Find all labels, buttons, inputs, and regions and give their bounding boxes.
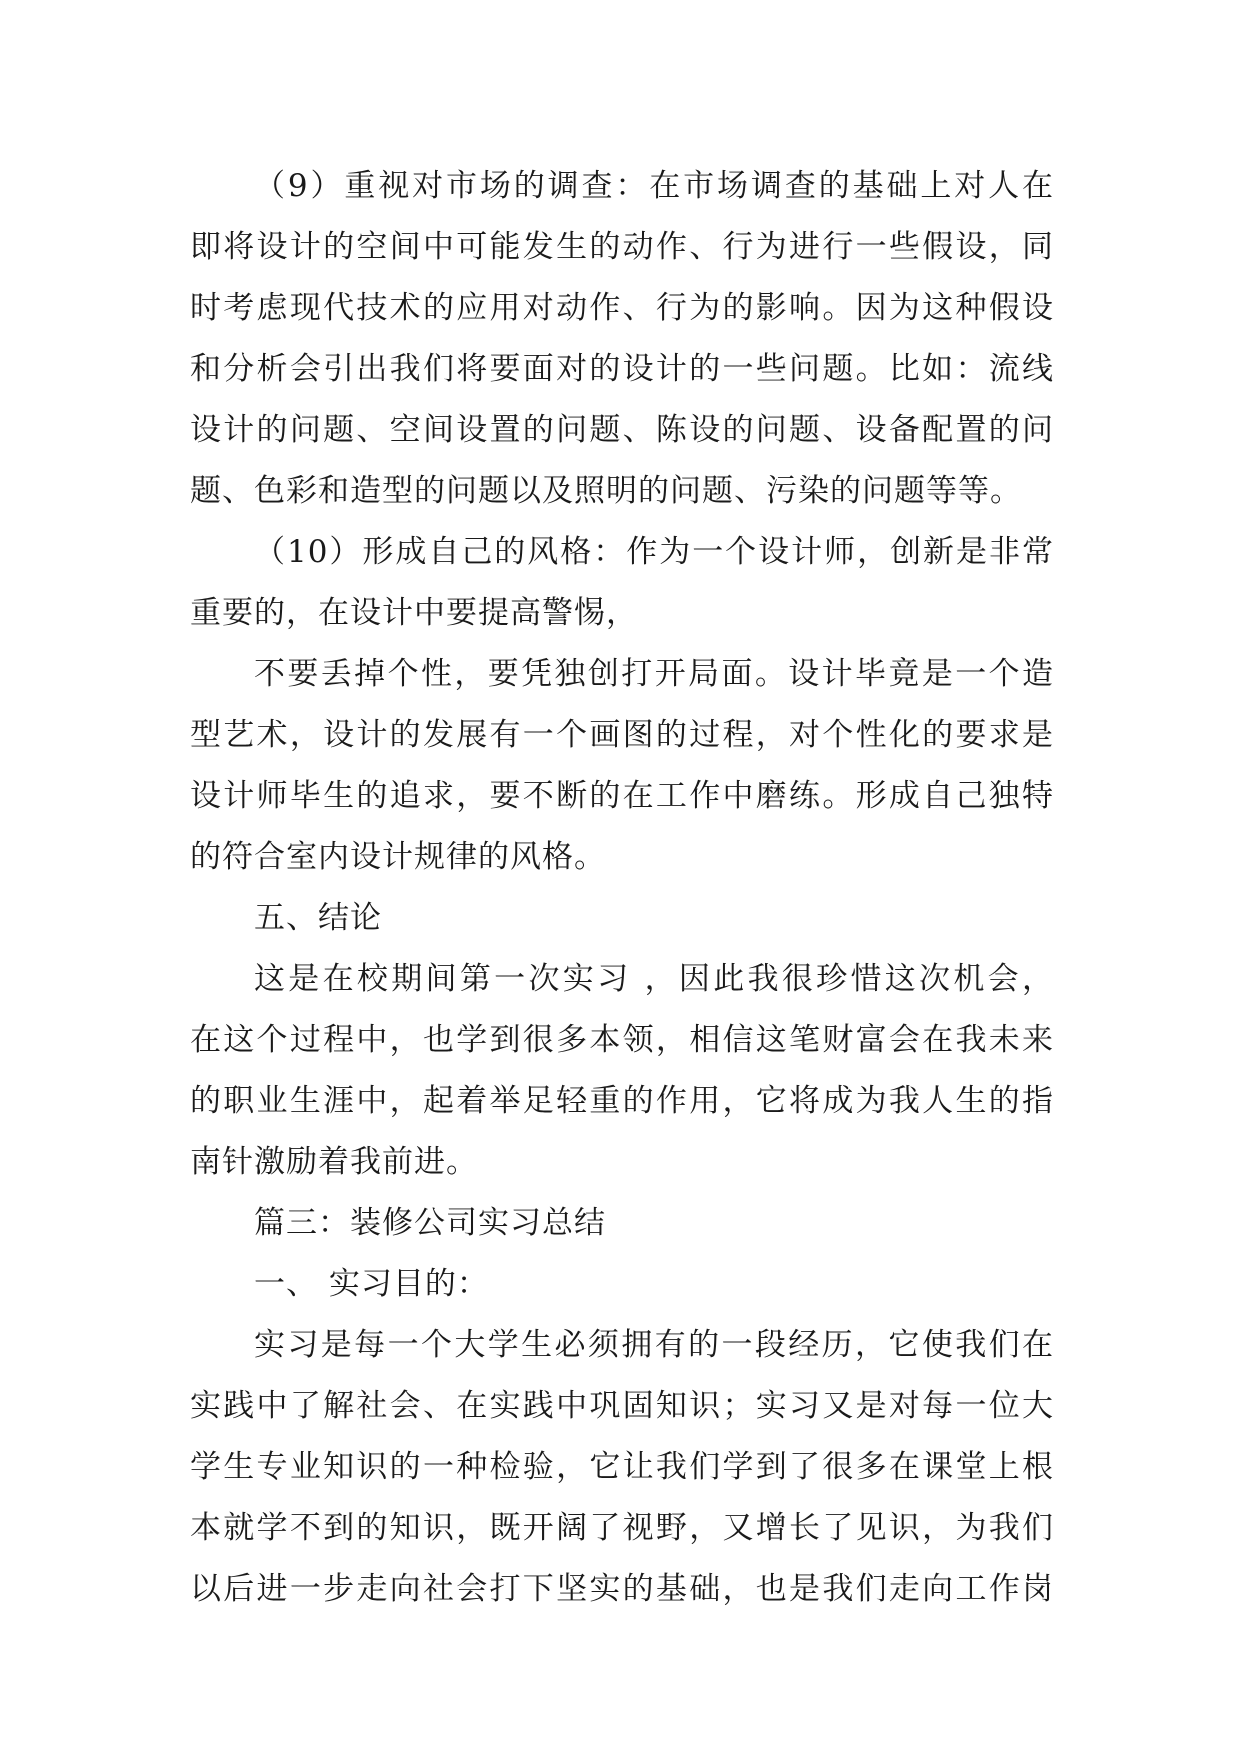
paragraph-line: 的职业生涯中，起着举足轻重的作用，它将成为我人生的指 — [190, 1083, 1054, 1119]
paragraph-line: （9）重视对市场的调查：在市场调查的基础上对人在 — [254, 168, 1054, 204]
paragraph-line: 型艺术，设计的发展有一个画图的过程，对个性化的要求是 — [190, 717, 1054, 753]
subsection-heading: 一、 实习目的： — [254, 1266, 489, 1302]
paragraph-line: 不要丢掉个性，要凭独创打开局面。设计毕竟是一个造 — [254, 656, 1054, 692]
section-heading: 五、结论 — [254, 900, 382, 936]
paragraph-line: 以后进一步走向社会打下坚实的基础，也是我们走向工作岗 — [190, 1571, 1054, 1607]
paragraph-line: 的符合室内设计规律的风格。 — [190, 839, 606, 875]
paragraph-line: 时考虑现代技术的应用对动作、行为的影响。因为这种假设 — [190, 290, 1054, 326]
paragraph-line: 题、色彩和造型的问题以及照明的问题、污染的问题等等。 — [190, 473, 1022, 509]
paragraph-line: 实习是每一个大学生必须拥有的一段经历，它使我们在 — [254, 1327, 1054, 1363]
paragraph-line: 即将设计的空间中可能发生的动作、行为进行一些假设，同 — [190, 229, 1054, 265]
paragraph-line: 实践中了解社会、在实践中巩固知识；实习又是对每一位大 — [190, 1388, 1054, 1424]
paragraph-line: 这是在校期间第一次实习 ，因此我很珍惜这次机会， — [254, 961, 1054, 997]
paragraph-line: 设计师毕生的追求，要不断的在工作中磨练。形成自己独特 — [190, 778, 1054, 814]
document-page — [190, 156, 1054, 1620]
paragraph-line: 设计的问题、空间设置的问题、陈设的问题、设备配置的问 — [190, 412, 1054, 448]
paragraph-line: 南针激励着我前进。 — [190, 1144, 478, 1180]
paragraph-line: 和分析会引出我们将要面对的设计的一些问题。比如：流线 — [190, 351, 1054, 387]
paragraph-line: 本就学不到的知识，既开阔了视野，又增长了见识，为我们 — [190, 1510, 1054, 1546]
section-heading: 篇三：装修公司实习总结 — [254, 1205, 606, 1241]
paragraph-line: 学生专业知识的一种检验，它让我们学到了很多在课堂上根 — [190, 1449, 1054, 1485]
paragraph-line: 在这个过程中，也学到很多本领，相信这笔财富会在我未来 — [190, 1022, 1054, 1058]
paragraph-line: （10）形成自己的风格：作为一个设计师，创新是非常 — [254, 534, 1054, 570]
paragraph-line: 重要的，在设计中要提高警惕， — [190, 595, 638, 631]
